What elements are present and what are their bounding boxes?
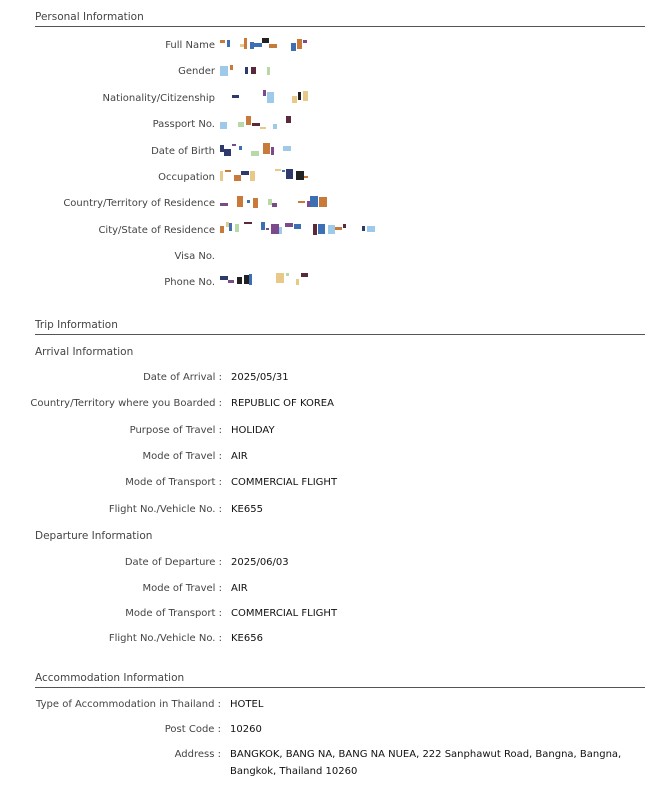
label-arrival-mode-of-transport: Mode of Transport : xyxy=(125,477,222,488)
redaction-block xyxy=(296,171,304,180)
redaction-block xyxy=(267,92,274,103)
redaction-block xyxy=(328,225,335,234)
label-gender: Gender xyxy=(178,66,215,77)
redaction-block xyxy=(237,196,243,207)
redaction-block xyxy=(286,273,289,276)
redaction-block xyxy=(282,170,285,172)
label-departure-flight-no: Flight No./Vehicle No. : xyxy=(108,633,222,644)
redaction-block xyxy=(228,280,234,283)
value-date-of-arrival: 2025/05/31 xyxy=(231,372,289,383)
redaction-block xyxy=(241,171,249,175)
redaction-block xyxy=(220,203,228,206)
redacted-nationality xyxy=(220,90,305,104)
redaction-block xyxy=(303,40,307,43)
redacted-gender xyxy=(220,64,270,78)
label-full-name: Full Name xyxy=(165,40,215,51)
redaction-block xyxy=(301,273,308,277)
redaction-block xyxy=(297,39,302,49)
redaction-block xyxy=(252,123,260,126)
redaction-block xyxy=(220,276,228,280)
redaction-block xyxy=(239,146,242,150)
redaction-block xyxy=(362,226,365,231)
label-accommodation-type: Type of Accommodation in Thailand : xyxy=(36,699,221,710)
redaction-block xyxy=(269,44,277,48)
redacted-phone-no xyxy=(220,272,308,286)
redaction-block xyxy=(292,96,297,103)
redaction-block xyxy=(235,224,239,232)
redaction-block xyxy=(283,146,291,151)
redaction-block xyxy=(271,147,274,155)
redaction-block xyxy=(245,67,248,74)
redaction-block xyxy=(232,144,236,146)
redaction-block xyxy=(263,143,270,154)
redaction-block xyxy=(271,224,279,234)
redaction-block xyxy=(234,175,241,181)
redacted-city-residence xyxy=(220,222,372,236)
redaction-block xyxy=(232,95,239,98)
redaction-block xyxy=(272,203,277,207)
redaction-block xyxy=(367,226,375,232)
label-country-residence: Country/Territory of Residence xyxy=(63,198,215,209)
redaction-block xyxy=(220,226,224,233)
redaction-block xyxy=(291,43,296,51)
subsection-title-departure: Departure Information xyxy=(35,530,153,542)
redaction-block xyxy=(261,222,265,230)
redaction-block xyxy=(220,66,228,76)
redaction-block xyxy=(310,196,318,207)
label-date-of-birth: Date of Birth xyxy=(151,146,215,157)
redaction-block xyxy=(220,40,225,43)
redaction-block xyxy=(285,223,293,227)
redaction-block xyxy=(313,224,317,235)
section-divider xyxy=(35,687,645,688)
redaction-block xyxy=(298,201,305,203)
label-date-of-arrival: Date of Arrival : xyxy=(143,372,222,383)
redaction-block xyxy=(294,224,301,229)
section-title-personal: Personal Information xyxy=(35,11,144,23)
label-city-residence: City/State of Residence xyxy=(98,225,215,236)
redaction-block xyxy=(251,151,259,156)
redaction-block xyxy=(262,38,269,43)
section-divider xyxy=(35,334,645,335)
section-divider xyxy=(35,26,645,27)
redaction-block xyxy=(267,67,270,75)
redacted-country-residence xyxy=(220,196,330,210)
redacted-occupation xyxy=(220,169,305,183)
redaction-block xyxy=(276,273,284,283)
label-arrival-flight-no: Flight No./Vehicle No. : xyxy=(108,504,222,515)
redaction-block xyxy=(229,223,232,231)
label-passport-no: Passport No. xyxy=(152,119,215,130)
label-visa-no: Visa No. xyxy=(174,251,215,262)
value-country-boarded: REPUBLIC OF KOREA xyxy=(231,398,334,409)
redaction-block xyxy=(220,171,223,181)
label-purpose-of-travel: Purpose of Travel : xyxy=(129,425,222,436)
redaction-block xyxy=(251,67,256,74)
redaction-block xyxy=(286,169,293,179)
label-phone-no: Phone No. xyxy=(164,277,215,288)
redaction-block xyxy=(247,200,250,203)
value-arrival-flight-no: KE655 xyxy=(231,504,263,515)
redaction-block xyxy=(304,176,308,178)
redaction-block xyxy=(225,170,231,172)
label-departure-mode-of-transport: Mode of Transport : xyxy=(125,608,222,619)
redaction-block xyxy=(266,228,269,230)
redaction-block xyxy=(238,122,244,127)
value-accommodation-type: HOTEL xyxy=(230,699,264,710)
redaction-block xyxy=(335,227,342,230)
value-arrival-mode-of-transport: COMMERCIAL FLIGHT xyxy=(231,477,338,488)
redaction-block xyxy=(244,38,247,49)
redaction-block xyxy=(249,274,252,285)
redaction-block xyxy=(224,149,231,156)
label-occupation: Occupation xyxy=(158,172,215,183)
redaction-block xyxy=(286,116,291,123)
value-address: BANGKOK, BANG NA, BANG NA NUEA, 222 Sanphawut Road, Bangna, Bangna, Bangkok, Thailand 10260 xyxy=(230,749,622,777)
redaction-block xyxy=(279,227,282,234)
value-arrival-mode-of-travel: AIR xyxy=(231,451,248,462)
redaction-block xyxy=(319,197,327,207)
label-country-boarded: Country/Territory where you Boarded : xyxy=(30,398,222,409)
value-post-code: 10260 xyxy=(230,724,262,735)
redaction-block xyxy=(273,124,277,129)
label-post-code: Post Code : xyxy=(164,724,221,735)
redaction-block xyxy=(230,65,233,70)
label-date-of-departure: Date of Departure : xyxy=(124,557,222,568)
value-purpose-of-travel: HOLIDAY xyxy=(231,425,275,436)
redaction-block xyxy=(263,90,266,96)
label-nationality: Nationality/Citizenship xyxy=(102,93,215,104)
redaction-block xyxy=(237,277,242,284)
value-departure-flight-no: KE656 xyxy=(231,633,263,644)
redaction-block xyxy=(246,116,251,125)
redaction-block xyxy=(253,198,258,208)
redaction-block xyxy=(303,91,308,101)
label-arrival-mode-of-travel: Mode of Travel : xyxy=(142,451,222,462)
redacted-date-of-birth xyxy=(220,143,288,157)
value-departure-mode-of-travel: AIR xyxy=(231,583,248,594)
label-departure-mode-of-travel: Mode of Travel : xyxy=(142,583,222,594)
label-address: Address : xyxy=(174,749,221,760)
redaction-block xyxy=(244,222,252,224)
redacted-full-name xyxy=(220,38,310,52)
redaction-block xyxy=(298,92,301,100)
value-departure-mode-of-transport: COMMERCIAL FLIGHT xyxy=(231,608,338,619)
redacted-passport-no xyxy=(220,116,290,130)
redaction-block xyxy=(343,224,346,228)
redaction-block xyxy=(318,224,325,234)
section-title-accommodation: Accommodation Information xyxy=(35,672,185,684)
section-title-trip: Trip Information xyxy=(35,319,118,331)
redaction-block xyxy=(254,43,262,47)
redaction-block xyxy=(227,40,230,47)
redaction-block xyxy=(275,169,281,171)
redaction-block xyxy=(220,122,227,129)
redaction-block xyxy=(250,171,255,181)
redaction-block xyxy=(296,279,299,285)
redaction-block xyxy=(260,127,266,129)
value-date-of-departure: 2025/06/03 xyxy=(231,557,289,568)
subsection-title-arrival: Arrival Information xyxy=(35,346,134,358)
